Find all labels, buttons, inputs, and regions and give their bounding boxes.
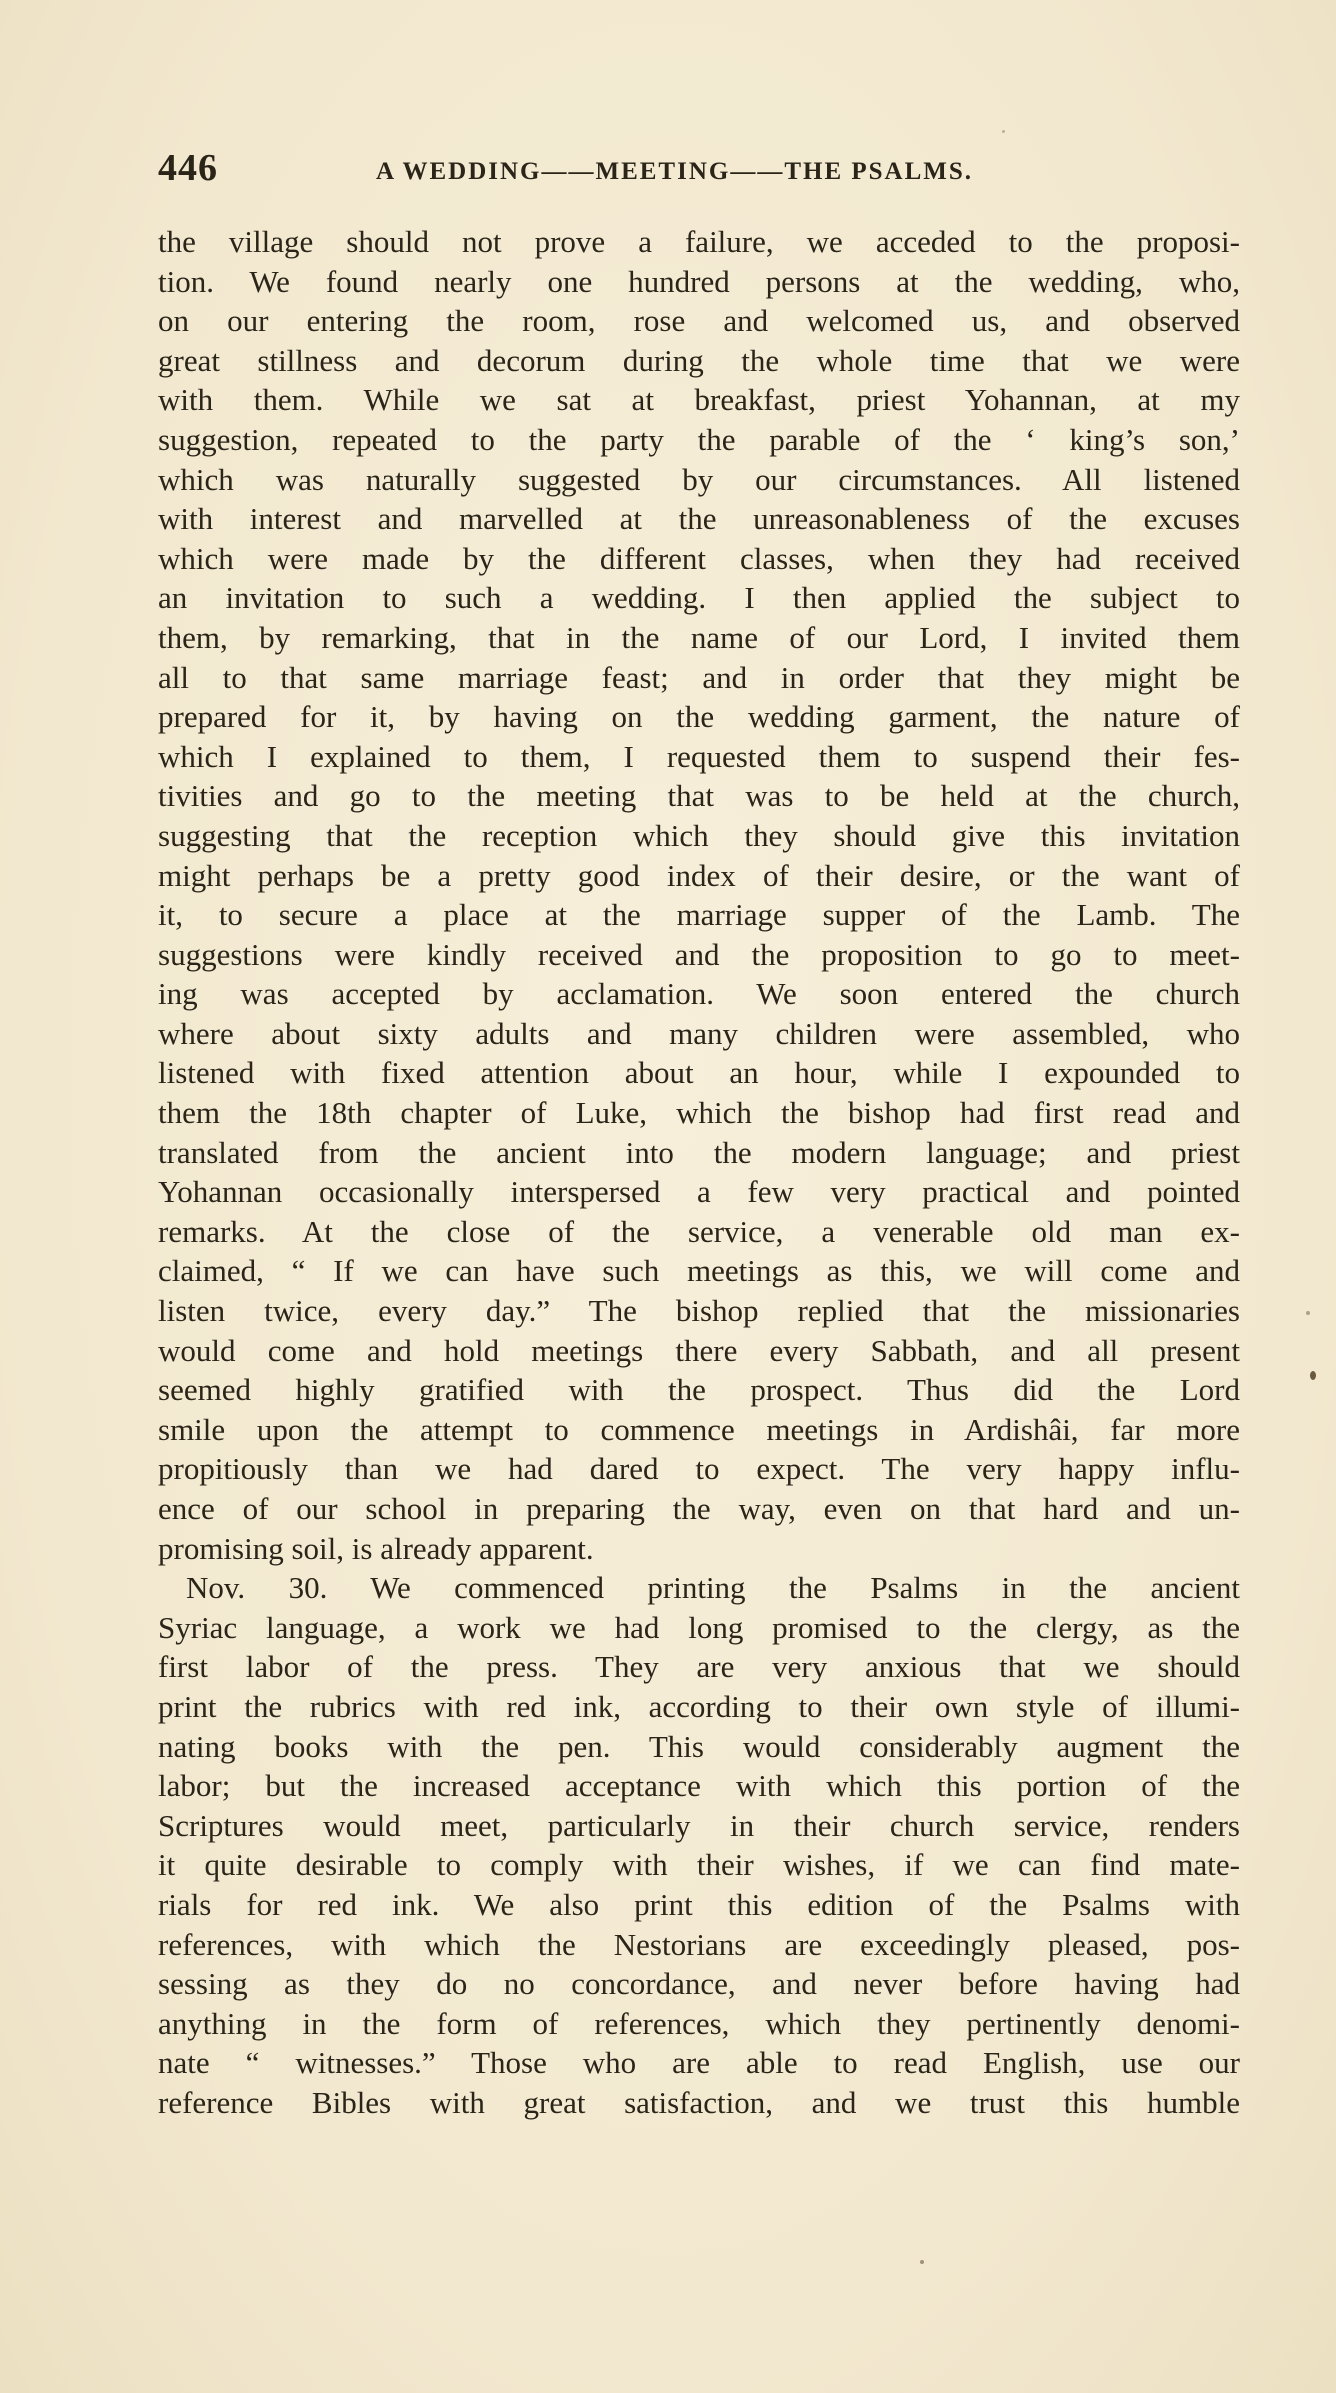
text-line: them the 18th chapter of Luke, which the bishop had first read and bbox=[158, 1095, 1240, 1131]
text-line: rials for red ink. We also print this edition of the Psalms with bbox=[158, 1886, 1240, 1922]
paper-speck bbox=[1310, 1371, 1316, 1380]
text-line: remarks. At the close of the service, a venerable old man ex- bbox=[158, 1213, 1240, 1249]
text-line: suggestion, repeated to the party the parable of the ‘ king’s son,’ bbox=[158, 421, 1240, 457]
paper-speck bbox=[920, 2260, 924, 2264]
text-line: suggesting that the reception which they should give this invitation bbox=[158, 817, 1240, 853]
paper-speck bbox=[1306, 1311, 1310, 1315]
text-line: it quite desirable to comply with their wishes, if we can find mate- bbox=[158, 1847, 1240, 1883]
text-line: Yohannan occasionally interspersed a few very practical and pointed bbox=[158, 1174, 1240, 1210]
text-line: might perhaps be a pretty good index of their desire, or the want of bbox=[158, 857, 1240, 893]
text-line: seemed highly gratified with the prospect. Thus did the Lord bbox=[158, 1372, 1240, 1408]
text-line: anything in the form of references, which they pertinently denomi- bbox=[158, 2005, 1240, 2041]
text-line: nating books with the pen. This would considerably augment the bbox=[158, 1728, 1240, 1764]
text-line: where about sixty adults and many children were assembled, who bbox=[158, 1015, 1240, 1051]
text-line: Syriac language, a work we had long promised to the clergy, as the bbox=[158, 1609, 1240, 1645]
text-line: ing was accepted by acclamation. We soon entered the church bbox=[158, 976, 1240, 1012]
text-line: references, with which the Nestorians are exceedingly pleased, pos- bbox=[158, 1926, 1240, 1962]
text-line: great stillness and decorum during the whole time that we were bbox=[158, 342, 1240, 378]
text-line: print the rubrics with red ink, according to their own style of illumi- bbox=[158, 1688, 1240, 1724]
text-line: them, by remarking, that in the name of our Lord, I invited them bbox=[158, 619, 1240, 655]
text-line: translated from the ancient into the modern language; and priest bbox=[158, 1134, 1240, 1170]
body-text bbox=[158, 222, 1240, 2123]
running-head: A WEDDING——MEETING——THE PSALMS. bbox=[376, 158, 974, 185]
text-line: smile upon the attempt to commence meetings in Ardishâi, far more bbox=[158, 1411, 1240, 1447]
paragraph-end-line: promising soil, is already apparent. bbox=[158, 1530, 594, 1566]
text-line: tion. We found nearly one hundred persons at the wedding, who, bbox=[158, 263, 1240, 299]
text-line: all to that same marriage feast; and in order that they might be bbox=[158, 659, 1240, 695]
text-line: ence of our school in preparing the way, even on that hard and un- bbox=[158, 1491, 1240, 1526]
text-line: which I explained to them, I requested them to suspend their fes- bbox=[158, 738, 1240, 774]
text-line: it, to secure a place at the marriage supper of the Lamb. The bbox=[158, 897, 1240, 933]
text-line: the village should not prove a failure, we acceded to the proposi- bbox=[158, 224, 1240, 259]
text-line: tivities and go to the meeting that was to be held at the church, bbox=[158, 778, 1240, 814]
text-line: labor; but the increased acceptance with which this portion of the bbox=[158, 1768, 1240, 1804]
paper-speck bbox=[1002, 130, 1005, 133]
text-line: first labor of the press. They are very anxious that we should bbox=[158, 1649, 1240, 1685]
text-line: prepared for it, by having on the wedding garment, the nature of bbox=[158, 699, 1240, 735]
text-line: which were made by the different classes, when they had received bbox=[158, 540, 1240, 576]
text-line: with them. While we sat at breakfast, priest Yohannan, at my bbox=[158, 382, 1240, 418]
text-line: which was naturally suggested by our circumstances. All listened bbox=[158, 461, 1240, 497]
text-line: sessing as they do no concordance, and never before having had bbox=[158, 1966, 1240, 2002]
page-number: 446 bbox=[158, 147, 218, 189]
text-line: Scriptures would meet, particularly in their church service, renders bbox=[158, 1807, 1240, 1843]
text-line: listened with fixed attention about an hour, while I expounded to bbox=[158, 1055, 1240, 1091]
text-line: listen twice, every day.” The bishop replied that the missionaries bbox=[158, 1293, 1240, 1329]
text-line: propitiously than we had dared to expect. The very happy influ- bbox=[158, 1451, 1240, 1487]
paragraph-start-line: Nov. 30. We commenced printing the Psalms in the ancient bbox=[186, 1570, 1240, 1606]
text-line: an invitation to such a wedding. I then applied the subject to bbox=[158, 580, 1240, 616]
text-line: nate “ witnesses.” Those who are able to read English, use our bbox=[158, 2045, 1240, 2081]
text-line: on our entering the room, rose and welcomed us, and observed bbox=[158, 303, 1240, 339]
page-header bbox=[158, 146, 1248, 196]
text-line: claimed, “ If we can have such meetings as this, we will come and bbox=[158, 1253, 1240, 1289]
text-line: would come and hold meetings there every Sabbath, and all present bbox=[158, 1332, 1240, 1368]
text-line: reference Bibles with great satisfaction, and we trust this humble bbox=[158, 2084, 1240, 2120]
text-line: with interest and marvelled at the unreasonableness of the excuses bbox=[158, 501, 1240, 537]
text-line: suggestions were kindly received and the proposition to go to meet- bbox=[158, 936, 1240, 972]
